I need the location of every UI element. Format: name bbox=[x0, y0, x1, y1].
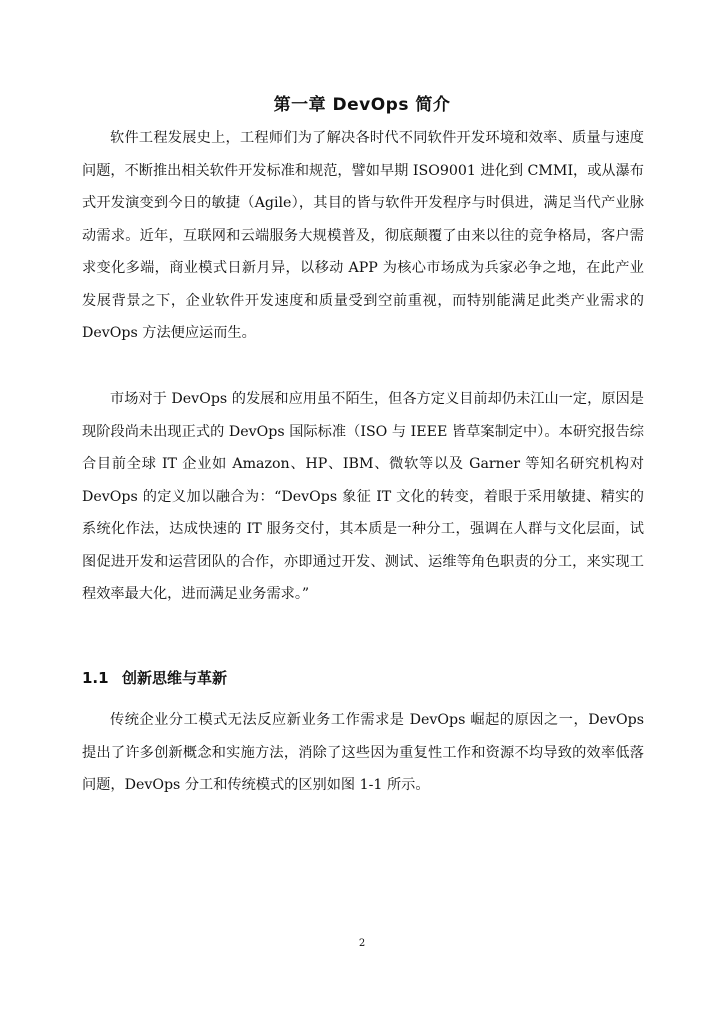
paragraph-intro: 软件工程发展史上，工程师们为了解决各时代不同软件开发环境和效率、质量与速度问题，不断推出相关软件开发标准和规范，譬如早期 ISO9001 进化到 CMMI，或从瀑布式开发演变到今日的敏捷（Agile），其目的皆与软件开发程序与时俱进，满足当代产业脉动需求。近年，互联网和云端服务大规模普及，彻底颠覆了由来以往的竞争格局，客户需求变化多端，商业模式日新月异，以移动 APP 为核心市场成为兵家必争之地，在此产业发展背景之下，企业软件开发速度和质量受到空前重视，而特别能满足此类产业需求的 DevOps 方法便应运而生。 bbox=[82, 130, 644, 341]
page-number: 2 bbox=[358, 938, 366, 949]
section-number: 1.1 bbox=[82, 669, 109, 687]
paragraph-definition: 市场对于 DevOps 的发展和应用虽不陌生，但各方定义目前却仍未江山一定，原因是现阶段尚未出现正式的 DevOps 国际标准（ISO 与 IEEE 皆草案制定中）。本研究报告综合目前全球 IT 企业如 Amazon、HP、IBM、微软等以及 Garner 等知名研究机构对 DevOps 的定义加以融合为：“DevOps 象征 IT 文化的转变，着眼于采用敏捷、精实的系统化作法，达成快速的 IT 服务交付，其本质是一种分工，强调在人群与文化层面，试图促进开发和运营团队的合作，亦即通过开发、测试、运维等角色职责的分工，来实现工程效率最大化，进而满足业务需求。” bbox=[82, 391, 644, 602]
section-title: 创新思维与革新 bbox=[122, 669, 228, 687]
section-heading bbox=[82, 667, 227, 688]
chapter-title: 第一章 DevOps 简介 bbox=[273, 95, 451, 115]
paragraph-innovation: 传统企业分工模式无法反应新业务工作需求是 DevOps 崛起的原因之一，DevOps 提出了许多创新概念和实施方法，消除了这些因为重复性工作和资源不均导致的效率低落问题，DevOps 分工和传统模式的区别如图 1-1 所示。 bbox=[82, 712, 644, 793]
